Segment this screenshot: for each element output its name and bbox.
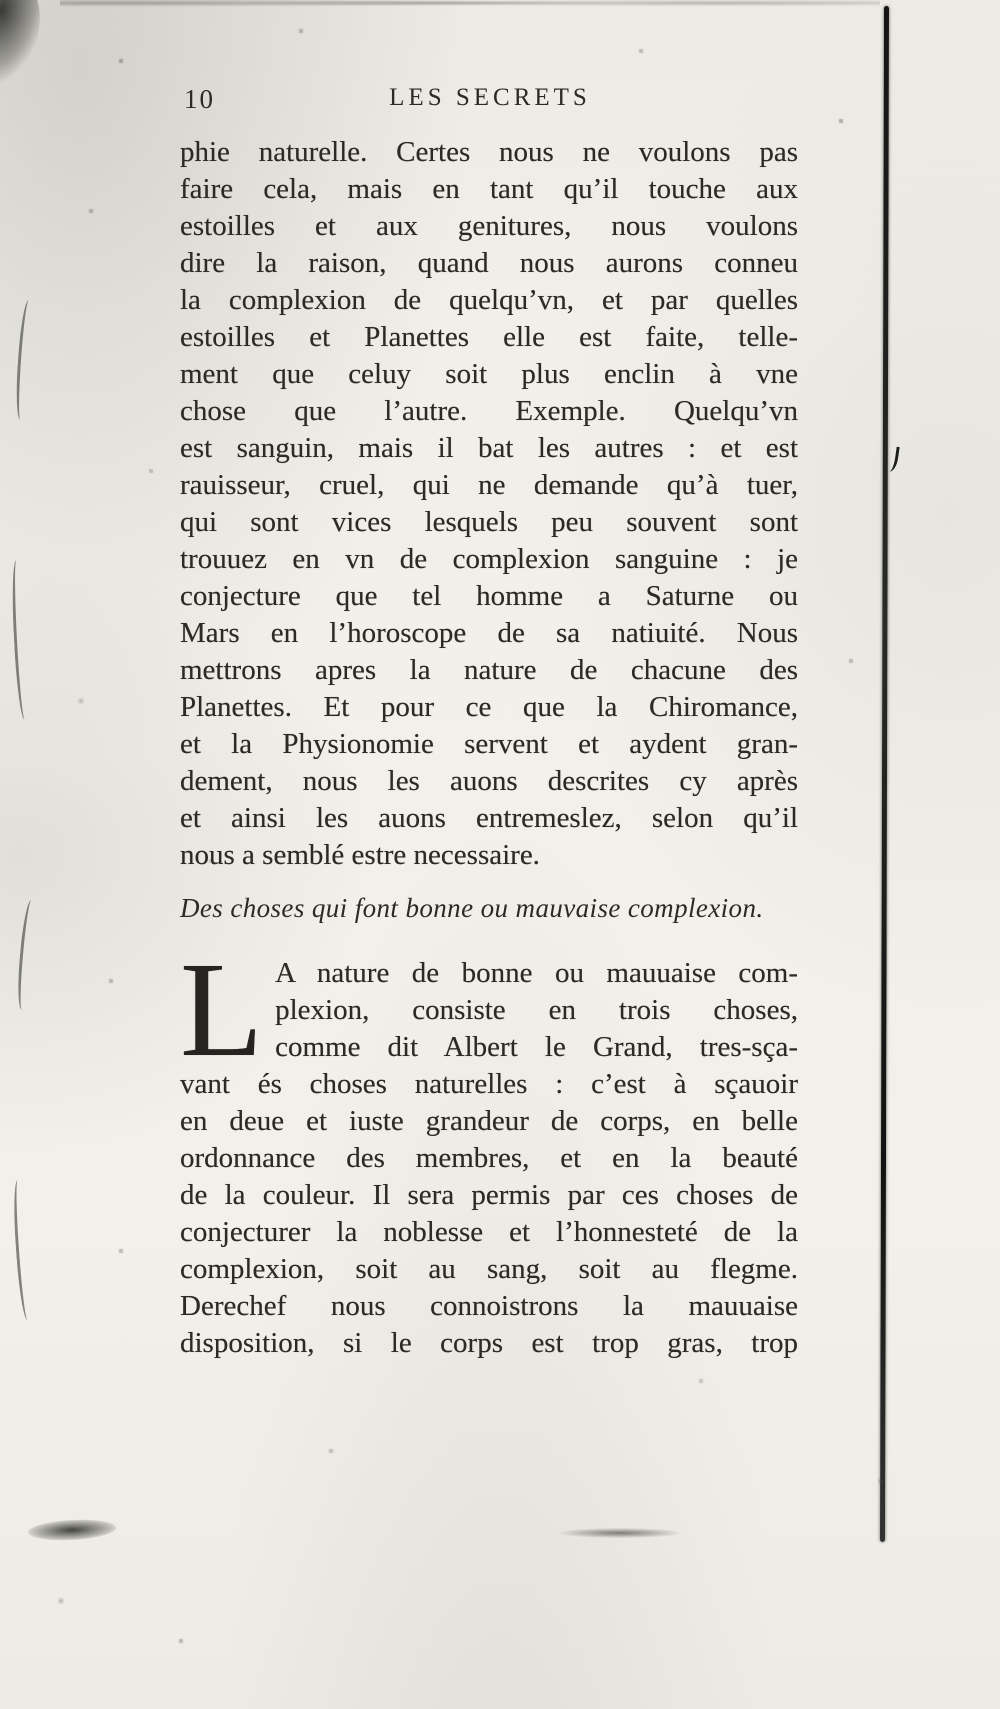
text-line: estoilles et aux genitures, nous voulons — [180, 210, 798, 242]
section-heading: Des choses qui font bonne ou mauvaise complexion. — [180, 893, 764, 923]
paragraph-2 — [180, 935, 798, 1362]
scan-smudge-top-edge — [60, 0, 880, 10]
text-line: mettrons apres la nature de chacune des — [180, 654, 798, 686]
text-line: plexion, consiste en trois choses, — [275, 994, 798, 1026]
text-line: trouuez en vn de complexion sanguine : je — [180, 543, 798, 575]
text-line: rauisseur, cruel, qui ne demande qu’à tuer, — [180, 469, 798, 501]
text-line: conjecturer la noblesse et l’honnesteté de la — [180, 1216, 798, 1248]
text-line: estoilles et Planettes elle est faite, telle- — [180, 321, 798, 353]
scan-smudge-bottom-left — [28, 1518, 117, 1543]
text-line: ordonnance des membres, et en la beauté — [180, 1142, 798, 1174]
text-line: dire la raison, quand nous aurons conneu — [180, 247, 798, 279]
text-line: phie naturelle. Certes nous ne voulons pas — [180, 136, 798, 168]
text-line: comme dit Albert le Grand, tres-sça- — [275, 1031, 798, 1063]
page-number: 10 — [184, 84, 215, 114]
text-line: qui sont vices lesquels peu souvent sont — [180, 506, 798, 538]
text-line: chose que l’autre. Exemple. Quelqu’vn — [180, 395, 798, 427]
drop-cap-letter: L — [180, 935, 264, 1085]
text-line: de la couleur. Il sera permis par ces choses de — [180, 1179, 798, 1211]
text-line: complexion, soit au sang, soit au flegme. — [180, 1253, 798, 1285]
text-line: et ainsi les auons entremeslez, selon qu’il — [180, 802, 798, 834]
scan-mark-left — [11, 1180, 34, 1321]
text-line: Planettes. Et pour ce que la Chiromance, — [180, 691, 798, 723]
paragraph-2-lines — [180, 935, 798, 1362]
text-line: faire cela, mais en tant qu’il touche aux — [180, 173, 798, 205]
text-line: est sanguin, mais il bat les autres : et est — [180, 432, 798, 464]
text-line: en deue et iuste grandeur de corps, en belle — [180, 1105, 798, 1137]
text-line: Mars en l’horoscope de sa natiuité. Nous — [180, 617, 798, 649]
text-line: conjecture que tel homme a Saturne ou — [180, 580, 798, 612]
text-line: vant és choses naturelles : c’est à sçauoir — [180, 1068, 798, 1100]
text-line: disposition, si le corps est trop gras, trop — [180, 1327, 798, 1359]
page-edge-notch — [884, 445, 900, 472]
text-line: et la Physionomie servent et aydent gran- — [180, 728, 798, 760]
text-line: A nature de bonne ou mauuaise com- — [275, 957, 798, 989]
scan-mark-left — [14, 300, 35, 421]
running-title: LES SECRETS — [389, 84, 591, 111]
scan-noise-specks — [0, 0, 2, 2]
scan-mark-left — [15, 900, 38, 1011]
text-line: la complexion de quelqu’vn, et par quelles — [180, 284, 798, 316]
text-line: nous a semblé estre necessaire. — [180, 839, 540, 871]
paragraph-1 — [180, 134, 798, 874]
text-line: dement, nous les auons descrites cy après — [180, 765, 798, 797]
scan-mark-left — [10, 560, 31, 720]
page-gutter-edge-line — [880, 6, 889, 1542]
text-line: Derechef nous connoistrons la mauuaise — [180, 1290, 798, 1322]
scan-smudge-top-left — [0, 0, 50, 91]
scan-smudge-bottom-mid — [560, 1528, 680, 1538]
text-line: ment que celuy soit plus enclin à vne — [180, 358, 798, 390]
